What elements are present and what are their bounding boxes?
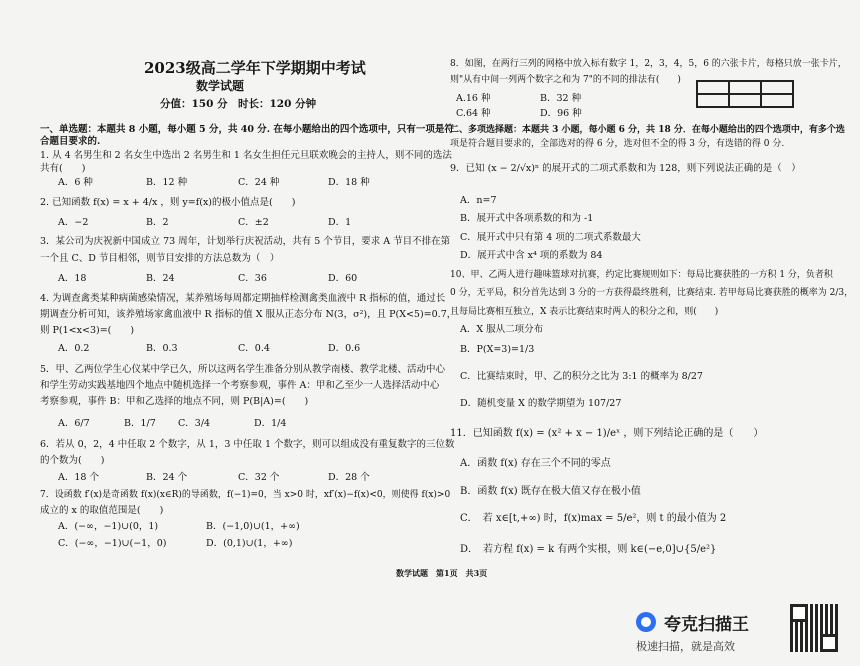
q6-option-d[interactable]: D．28 个: [328, 472, 370, 483]
q3-option-c[interactable]: C．36: [238, 273, 267, 284]
q5-option-a[interactable]: A．6/7: [58, 418, 90, 429]
q9-option-d[interactable]: D．展开式中含 x⁴ 项的系数为 84: [460, 250, 603, 261]
q3-option-d[interactable]: D．60: [328, 273, 358, 284]
q8-option-b[interactable]: B．32 种: [540, 93, 582, 104]
q8-option-d[interactable]: D．96 种: [540, 108, 582, 119]
grid-cell: [761, 94, 793, 107]
q4-text-cont2: 则 P(1<x<3)=( ): [40, 325, 135, 336]
q1-text-cont: 共有( ): [40, 163, 86, 174]
q6-option-c[interactable]: C．32 个: [238, 472, 280, 483]
grid-cell: [729, 81, 761, 94]
scanner-tagline: 极速扫描，就是高效: [636, 640, 735, 653]
q6-option-b[interactable]: B．24 个: [146, 472, 188, 483]
grid-cell: [761, 81, 793, 94]
q8-option-c[interactable]: C.64 种: [456, 108, 491, 119]
q8-text-cont: 则"从有中间一列两个数字之和为 7"的不同的排法有( ): [450, 75, 681, 85]
q3-text-cont: 一个且 C、D 节目相邻，则节目安排的方法总数为（ ）: [40, 253, 280, 264]
grid-cell: [697, 94, 729, 107]
q7-text: 7．设函数 f′(x)是奇函数 f(x)(x∈R)的导函数，f(−1)=0，当 x>0 时，xf′(x)−f(x)<0，则使得 f(x)>0: [40, 490, 451, 500]
score-info: 分值：150 分: [160, 98, 228, 110]
q4-option-b[interactable]: B．0.3: [146, 343, 178, 354]
q6-option-a[interactable]: A．18 个: [58, 472, 99, 483]
q8-text: 8．如图，在两行三列的网格中放入标有数字 1，2，3，4，5，6 的六张卡片，每格只放一张卡片，: [450, 59, 847, 69]
q2-option-a[interactable]: A．−2: [58, 217, 89, 228]
q6-text-cont: 的个数为( ): [40, 455, 105, 466]
scanner-watermark: [636, 604, 778, 656]
q9-option-b[interactable]: B．展开式中各项系数的和为 -1: [460, 213, 594, 224]
q11-option-d[interactable]: D． 若方程 f(x) = k 有两个实根，则 k∈(−e,0]∪{5/e²}: [460, 544, 717, 555]
section1-heading-cont: 合题目要求的.: [40, 136, 101, 147]
q10-text: 10、甲、乙两人进行趣味篮球对抗赛，约定比赛规则如下：每局比赛获胜的一方积 1 分，负者积: [450, 270, 833, 280]
q7-option-d[interactable]: D．(0,1)∪(1，+∞): [206, 538, 293, 549]
q1-option-d[interactable]: D．18 种: [328, 177, 370, 188]
qr-code-icon: [790, 604, 838, 652]
q9-option-c[interactable]: C．展开式中只有第 4 项的二项式系数最大: [460, 232, 641, 243]
q5-option-d[interactable]: D．1/4: [254, 418, 287, 429]
exam-subtitle: 数学试题: [196, 79, 245, 93]
q5-option-b[interactable]: B．1/7: [124, 418, 156, 429]
q9-option-a[interactable]: A．n=7: [460, 195, 497, 206]
q4-text: 4. 为调查禽类某种病菌感染情况，某养殖场每周都定期抽样检测禽类血液中 R 指标的值，通过长: [40, 293, 446, 304]
q9-text: 9．已知 (x − 2/√x)ⁿ 的展开式的二项式系数和为 128，则下列说法正确的是（ ）: [450, 163, 801, 174]
section2-heading-cont: 项是符合题目要求的，全部选对的得 6 分，选对但不全的得 3 分，有选错的得 0 分.: [450, 139, 785, 149]
q7-option-b[interactable]: B．(−1,0)∪(1，+∞): [206, 521, 300, 532]
q4-option-d[interactable]: D．0.6: [328, 343, 361, 354]
q4-option-a[interactable]: A．0.2: [58, 343, 90, 354]
q1-text: 1. 从 4 名男生和 2 名女生中选出 2 名男生和 1 名女生担任元旦联欢晚会的主持人，则不同的选法: [40, 150, 452, 161]
grid-cell: [697, 81, 729, 94]
q5-option-c[interactable]: C．3/4: [178, 418, 211, 429]
q1-option-c[interactable]: C．24 种: [238, 177, 280, 188]
q10-option-a[interactable]: A．X 服从二项分布: [460, 324, 544, 335]
q11-option-c[interactable]: C． 若 x∈[t,+∞) 时，f(x)max = 5/e²，则 t 的最小值为 2: [460, 513, 727, 524]
q10-text-cont: 0 分，无平局，积分首先达到 3 分的一方获得最终胜利，比赛结束. 若甲每局比赛获胜的概率为 2/3，: [450, 288, 854, 298]
section2-heading: 二、多项选择题：本题共 3 小题，每小题 6 分，共 18 分．在每小题给出的四个选项中，有多个选: [450, 125, 845, 135]
grid-cell: [729, 94, 761, 107]
q11-text: 11．已知函数 f(x) = (x² + x − 1)/eˣ ，则下列结论正确的是（ ）: [450, 428, 764, 439]
q3-option-b[interactable]: B．24: [146, 273, 175, 284]
q3-text: 3．某公司为庆祝新中国成立 73 周年，计划举行庆祝活动，共有 5 个节目，要求 A 节目不排在第: [40, 236, 451, 247]
section1-heading: 一、单选题：本题共 8 小题，每小题 5 分，共 40 分. 在每小题给出的四个选项中，只有一项是符: [40, 124, 454, 135]
time-info: 时长：120 分钟: [238, 98, 317, 110]
exam-title: 2023级高二学年下学期期中考试: [144, 59, 366, 77]
q5-text-cont2: 考察参观，事件 B：甲和乙选择的地点不同，则 P(B|A)=( ): [40, 396, 309, 407]
q4-option-c[interactable]: C．0.4: [238, 343, 270, 354]
page-footer: 数学试题 第1页 共3页: [396, 568, 488, 578]
q2-text: 2. 已知函数 f(x) = x + 4/x ，则 y=f(x)的极小值点是( ): [40, 197, 296, 208]
q10-option-d[interactable]: D．随机变量 X 的数学期望为 107/27: [460, 398, 622, 409]
q11-option-a[interactable]: A．函数 f(x) 存在三个不同的零点: [460, 458, 611, 469]
q5-text-cont: 和学生劳动实践基地四个地点中随机选择一个考察参观，事件 A：甲和乙至少一人选择活动中心: [40, 380, 440, 391]
q10-text-cont2: 且每局比赛相互独立，X 表示比赛结束时两人的积分之和，则( ): [450, 307, 719, 317]
q5-text: 5．甲、乙两位学生心仪某中学已久，所以这两名学生准备分别从教学南楼、教学北楼、活动中心: [40, 364, 446, 375]
q1-option-b[interactable]: B．12 种: [146, 177, 188, 188]
q2-option-b[interactable]: B．2: [146, 217, 169, 228]
q11-option-b[interactable]: B．函数 f(x) 既存在极大值又存在极小值: [460, 486, 641, 497]
q8-option-a[interactable]: A.16 种: [456, 93, 491, 104]
q7-option-a[interactable]: A．(−∞，−1)∪(0，1): [58, 521, 159, 532]
card-grid-figure: [696, 80, 794, 108]
q2-option-d[interactable]: D．1: [328, 217, 352, 228]
q4-text-cont: 期调查分析可知，该养殖场家禽血液中 R 指标的值 X 服从正态分布 N(3，σ²)，且 P(X<5)=0.7，: [40, 309, 457, 320]
q3-option-a[interactable]: A．18: [58, 273, 87, 284]
q2-option-c[interactable]: C．±2: [238, 217, 269, 228]
scanner-logo-icon: [636, 612, 656, 632]
q7-option-c[interactable]: C．(−∞，−1)∪(−1，0): [58, 538, 167, 549]
q6-text: 6．若从 0，2，4 中任取 2 个数字，从 1，3 中任取 1 个数字，则可以组成没有重复数字的三位数: [40, 439, 455, 450]
q7-text-cont: 成立的 x 的取值范围是( ): [40, 505, 164, 516]
q10-option-c[interactable]: C．比赛结束时，甲、乙的积分之比为 3:1 的概率为 8/27: [460, 371, 703, 382]
q10-option-b[interactable]: B．P(X=3)=1/3: [460, 344, 535, 355]
scanner-name: 夸克扫描王: [664, 615, 749, 635]
q1-option-a[interactable]: A．6 种: [58, 177, 93, 188]
